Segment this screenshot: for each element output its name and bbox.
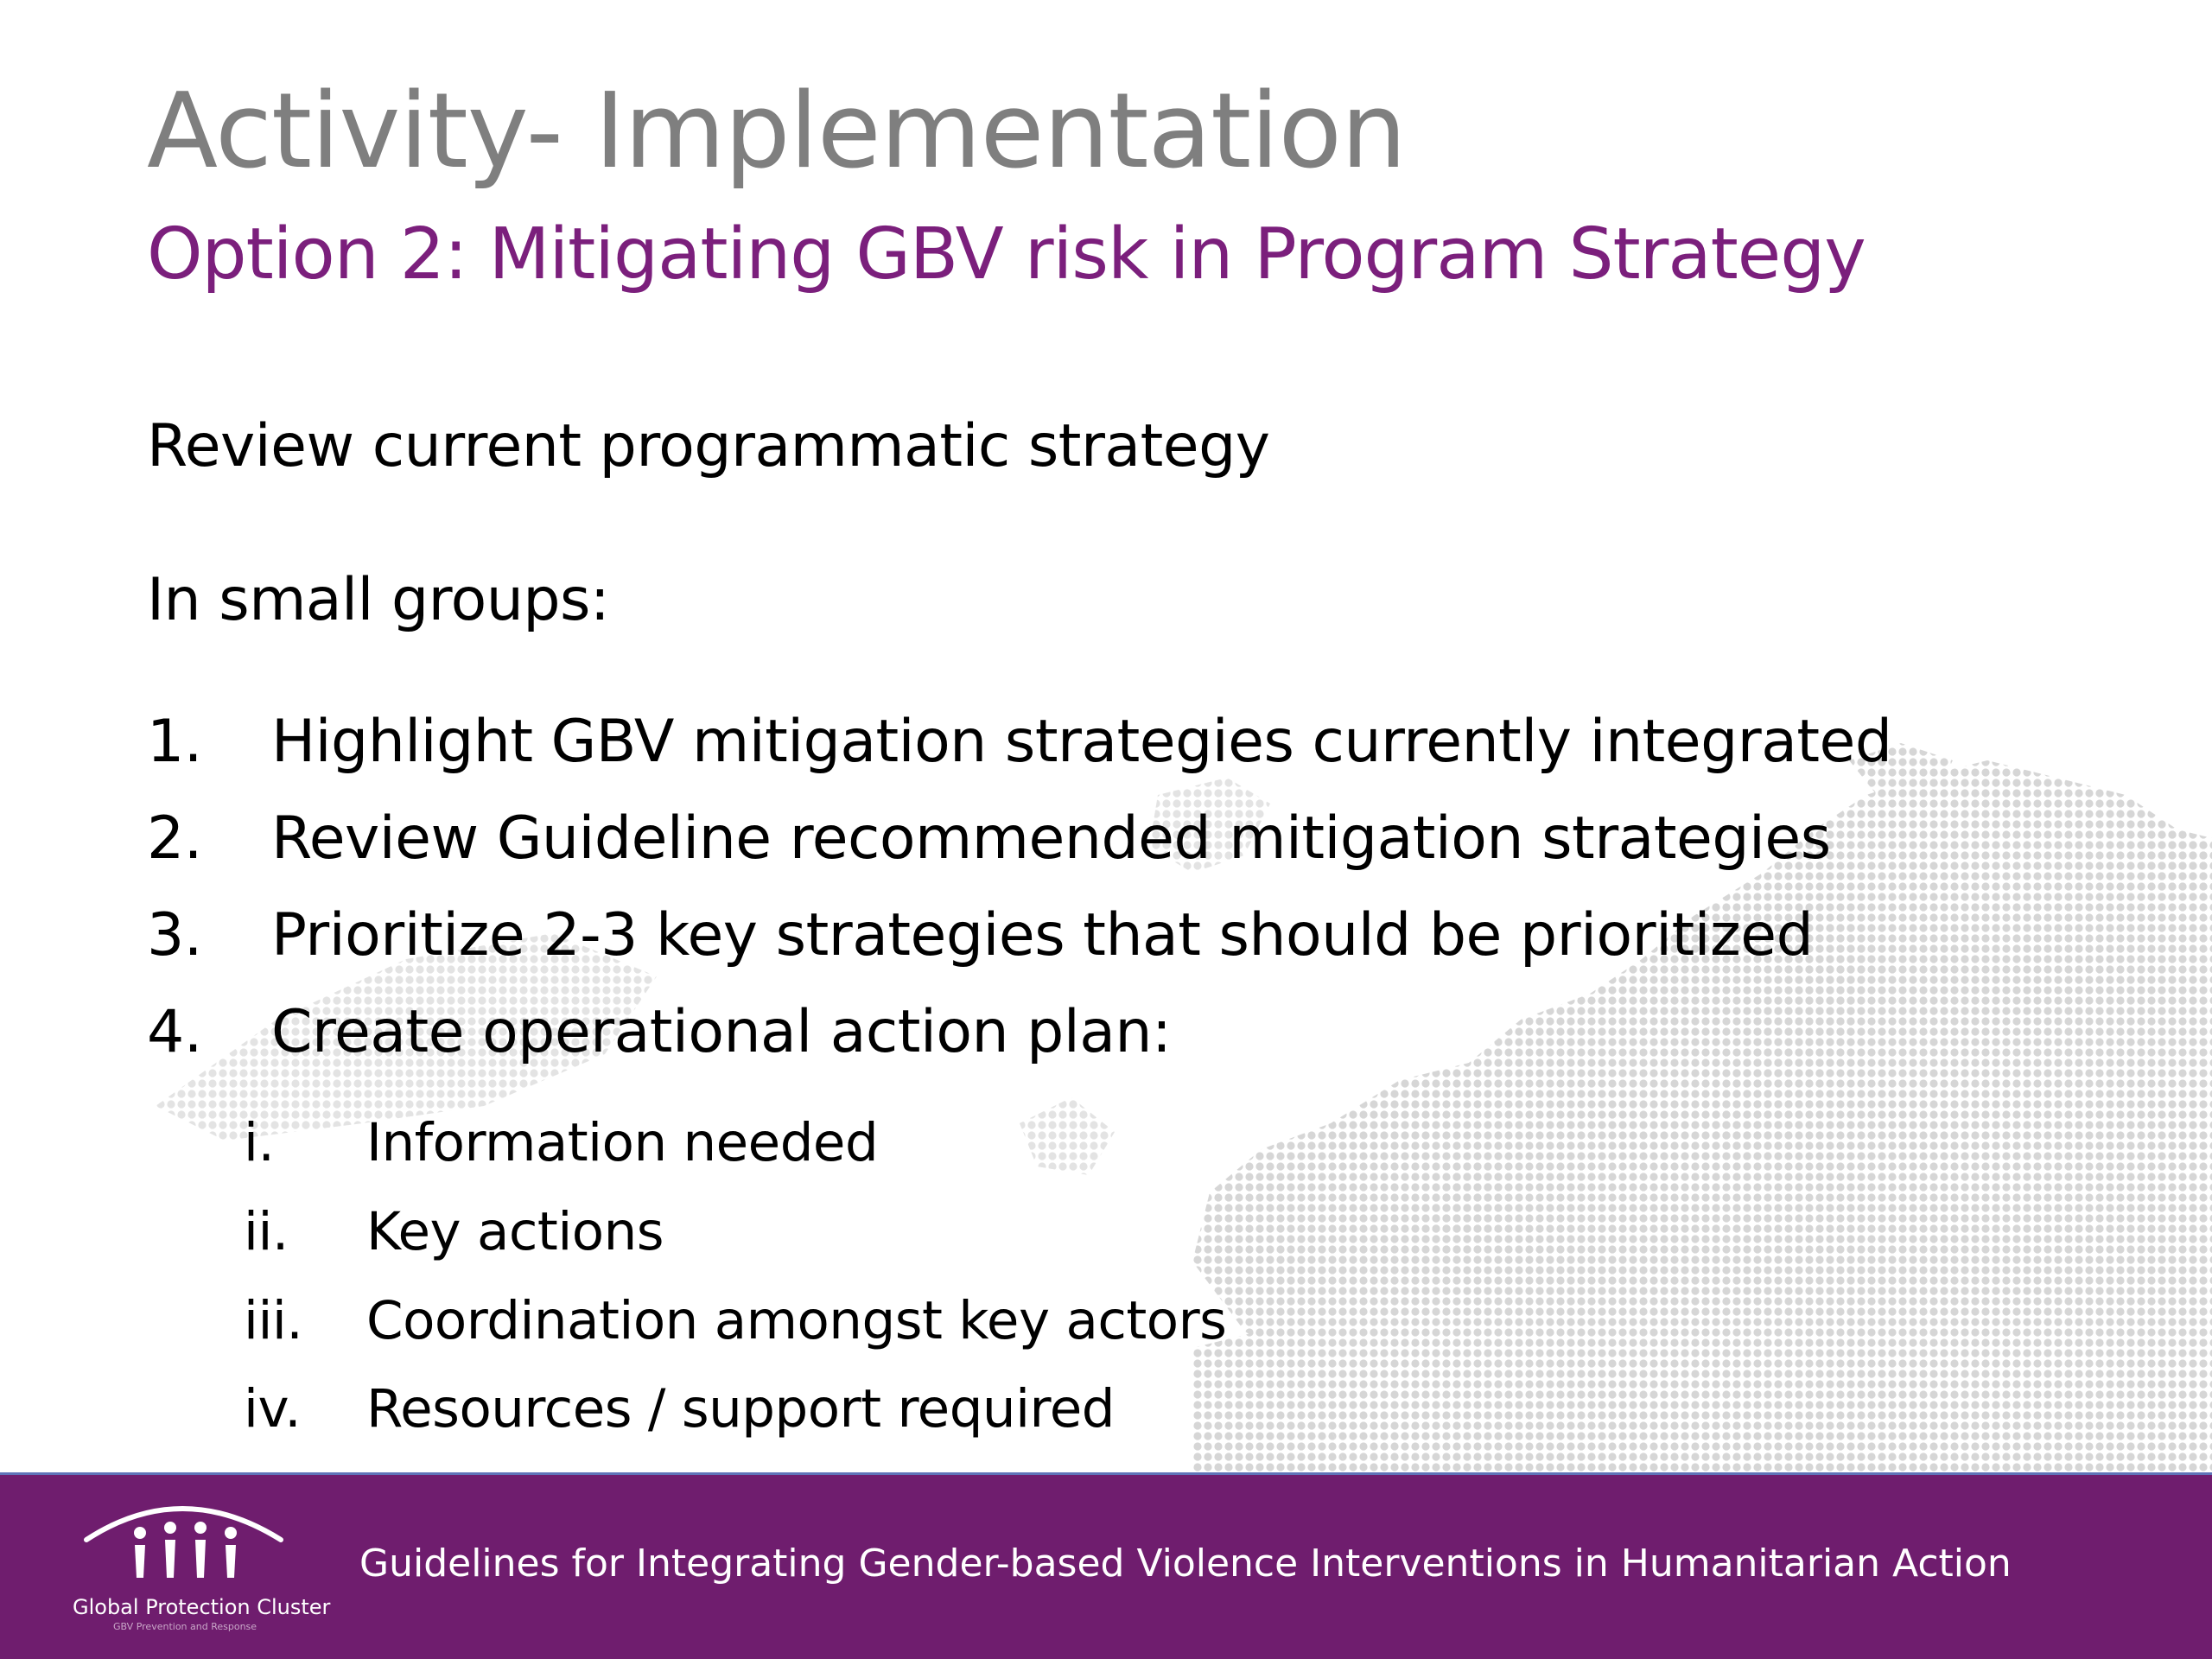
intro-text: Review current programmatic strategy (147, 412, 1270, 480)
logo-name: Global Protection Cluster (73, 1595, 331, 1619)
list-text: Create operational action plan: (271, 998, 1172, 1066)
logo-tagline: GBV Prevention and Response (112, 1621, 257, 1632)
list-number: 2. (147, 804, 202, 873)
slide-title: Activity- Implementation (147, 72, 1406, 192)
sub-list-number: iv. (244, 1378, 302, 1440)
sub-list-text: Resources / support required (366, 1378, 1116, 1440)
list-number: 1. (147, 708, 202, 776)
list-text: Review Guideline recommended mitigation strategies (271, 804, 1831, 873)
list-text: Prioritize 2-3 key strategies that should be prioritized (271, 901, 1814, 969)
footer-text: Guidelines for Integrating Gender-based Violence Interventions in Humanitarian Action (359, 1541, 2012, 1586)
slide-subtitle: Option 2: Mitigating GBV risk in Program Strategy (147, 213, 1866, 296)
sub-list-text: Coordination amongst key actors (366, 1290, 1227, 1351)
list-text: Highlight GBV mitigation strategies currently integrated (271, 708, 1892, 776)
sub-list-number: ii. (244, 1201, 289, 1262)
list-number: 3. (147, 901, 202, 969)
list-number: 4. (147, 998, 202, 1066)
sub-list-number: i. (244, 1112, 275, 1173)
sub-list-number: iii. (244, 1290, 303, 1351)
sub-list-text: Information needed (366, 1112, 879, 1173)
sub-list-text: Key actions (366, 1201, 664, 1262)
groups-label: In small groups: (147, 566, 610, 634)
